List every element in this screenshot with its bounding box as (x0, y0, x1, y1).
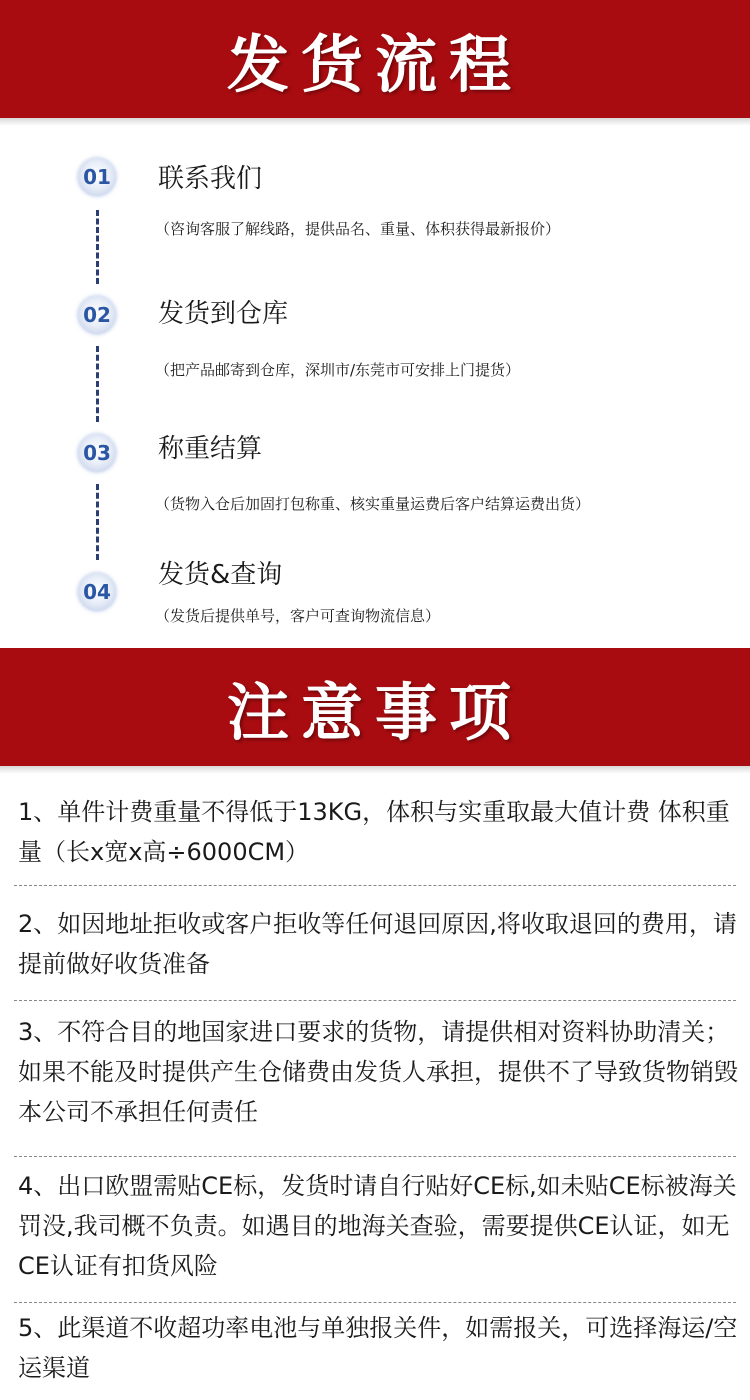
divider (14, 1156, 736, 1157)
step-number-badge: 03 (78, 434, 116, 472)
note-item: 4、出口欧盟需贴CE标，发货时请自行贴好CE标,如未贴CE标被海关罚没,我司概不负责。如遇目的地海关查验，需要提供CE认证，如无CE认证有扣货风险 (18, 1172, 737, 1280)
section-banner-notes (0, 648, 750, 766)
step-title: 称重结算 (158, 434, 263, 464)
step-connector (96, 484, 99, 560)
step-description: （咨询客服了解线路，提供品名、重量、体积获得最新报价） (155, 220, 561, 238)
section-title: 注意事项 (226, 675, 523, 749)
note-item: 2、如因地址拒收或客户拒收等任何退回原因,将收取退回的费用，请提前做好收货准备 (18, 910, 737, 978)
step-number-badge: 02 (78, 296, 116, 334)
step-connector (96, 346, 99, 422)
step-title: 发货&查询 (158, 560, 283, 590)
divider (14, 885, 736, 886)
note-item: 3、不符合目的地国家进口要求的货物，请提供相对资料协助清关；如果不能及时提供产生仓储费由发货人承担，提供不了导致货物销毁本公司不承担任何责任 (18, 1018, 738, 1126)
step-number-badge: 04 (78, 573, 116, 611)
step-description: （货物入仓后加固打包称重、核实重量运费后客户结算运费出货） (155, 495, 591, 513)
note-item: 5、此渠道不收超功率电池与单独报关件，如需报关，可选择海运/空运渠道 (18, 1314, 738, 1382)
section-banner-shipping-process (0, 0, 750, 118)
step-description: （把产品邮寄到仓库，深圳市/东莞市可安排上门提货） (155, 361, 521, 379)
divider (14, 1000, 736, 1001)
section-title: 发货流程 (226, 27, 523, 101)
step-description: （发货后提供单号，客户可查询物流信息） (155, 607, 441, 625)
step-connector (96, 210, 99, 284)
step-title: 发货到仓库 (158, 299, 289, 329)
step-number-badge: 01 (78, 158, 116, 196)
note-item: 1、单件计费重量不得低于13KG，体积与实重取最大值计费 体积重量（长x宽x高÷6000CM） (18, 798, 730, 866)
step-title: 联系我们 (158, 164, 263, 194)
divider (14, 1302, 736, 1303)
